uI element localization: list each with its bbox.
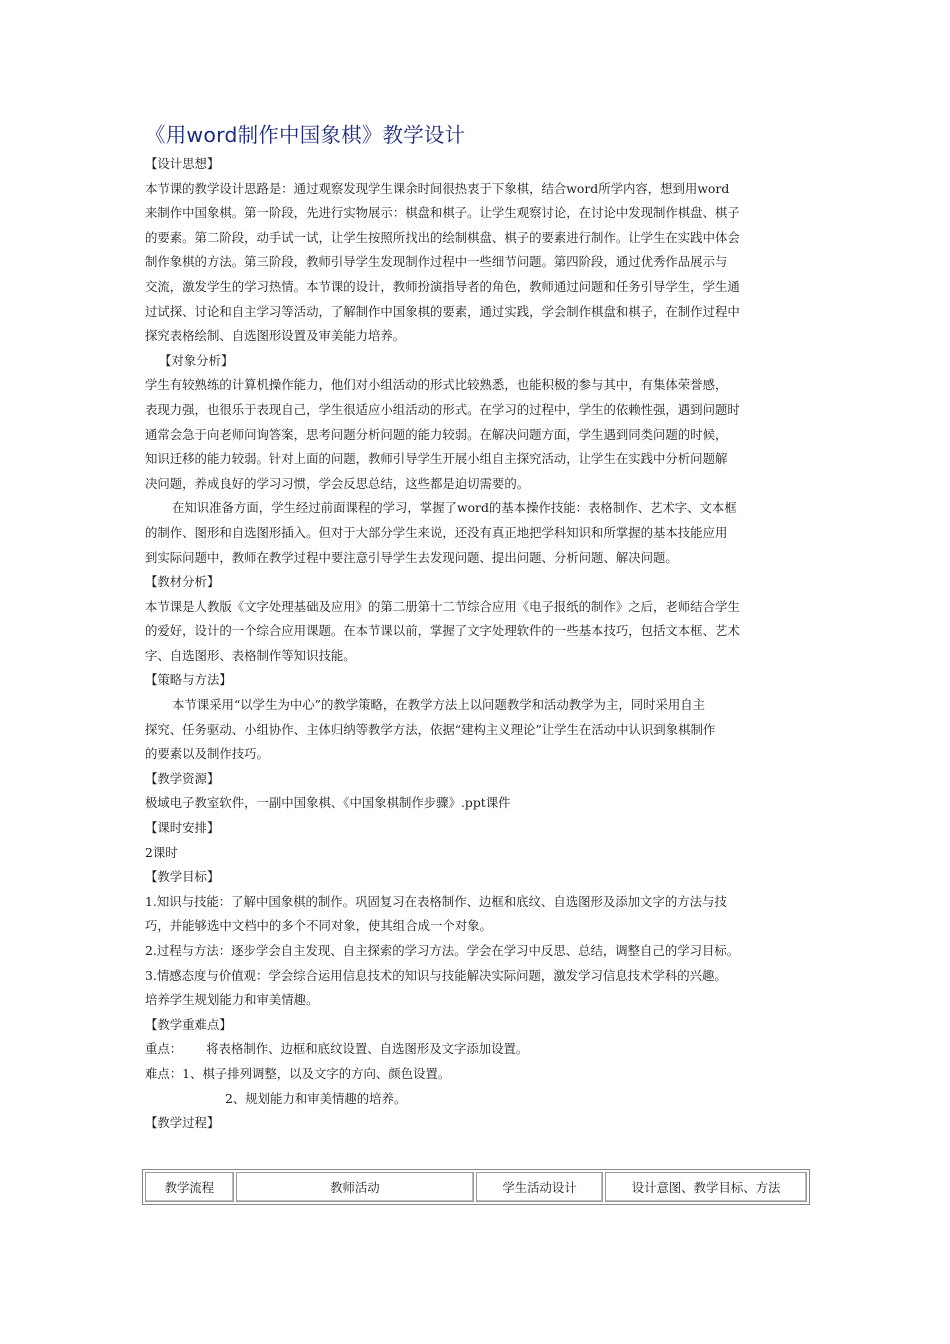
process-table	[142, 1169, 810, 1205]
text-line: 字、自选图形、表格制作等知识技能。	[145, 647, 356, 663]
text-line: 1.知识与技能：了解中国象棋的制作。巩固复习在表格制作、边框和底纹、自选图形及添加文字的方法与技	[145, 893, 727, 909]
text-line: 2.过程与方法：逐步学会自主发现、自主探索的学习方法。学会在学习中反思、总结，调整自己的学习目标。	[145, 943, 740, 958]
text-line: 学生有较熟练的计算机操作能力，他们对小组活动的形式比较熟悉，也能积极的参与其中，有集体荣誉感，	[145, 377, 728, 393]
key-point-line	[145, 1037, 809, 1062]
heading-object-analysis: 【对象分析】	[159, 352, 234, 368]
heading-key-points: 【教学重难点】	[145, 1016, 232, 1032]
heading-strategy: 【策略与方法】	[145, 672, 232, 688]
text-line: 培养学生规划能力和审美情趣。	[145, 992, 319, 1008]
table-header-cell: 教学流程	[145, 1172, 234, 1202]
text-line: 本节课是人教版《文字处理基础及应用》的第二册第十二节综合应用《电子报纸的制作》之后，老师结合学生	[145, 598, 740, 614]
text-line: 探究、任务驱动、小组协作、主体归纳等教学方法，依据“建构主义理论”让学生在活动中认识到象棋制作	[145, 721, 716, 737]
text-line: 知识迁移的能力较弱。针对上面的问题，教师引导学生开展小组自主探究活动，让学生在实践中分析问题解	[145, 451, 728, 467]
text-line: 过试探、讨论和自主学习等活动，了解制作中国象棋的要素，通过实践，学会制作棋盘和棋子，在制作过程中	[145, 303, 740, 319]
text-line: 的要素以及制作技巧。	[145, 746, 269, 762]
text-line: 难点：1、棋子排列调整，以及文字的方向、颜色设置。	[145, 1065, 451, 1081]
text-line: 2课时	[145, 844, 178, 860]
heading-process: 【教学过程】	[145, 1115, 220, 1131]
text-line: 决问题，养成良好的学习习惯，学会反思总结，这些都是迫切需要的。	[145, 475, 530, 491]
text-line: 的制作、图形和自选图形插入。但对于大部分学生来说，还没有真正地把学科知识和所掌握的基本技能应用	[145, 524, 728, 540]
document-page	[145, 118, 809, 1136]
text-line: 的爱好，设计的一个综合应用课题。在本节课以前，掌握了文字处理软件的一些基本技巧，包括文本框、艺术	[145, 623, 740, 639]
text-line: 表现力强，也很乐于表现自己，学生很适应小组活动的形式。在学习的过程中，学生的依赖性强，遇到问题时	[145, 401, 740, 417]
heading-textbook-analysis: 【教材分析】	[145, 574, 220, 590]
heading-resources: 【教学资源】	[145, 770, 220, 786]
heading-design-idea: 【设计思想】	[145, 156, 220, 171]
text-line: 2、规划能力和审美情趣的培养。	[225, 1090, 407, 1106]
text-line: 的要素。第二阶段，动手试一试，让学生按照所找出的绘制棋盘、棋子的要素进行制作。让学生在实践中体会	[145, 229, 740, 245]
text-line: 巧，并能够选中文档中的多个不同对象，使其组合成一个对象。	[145, 918, 492, 934]
text-line: 本节课的教学设计思路是：通过观察发现学生课余时间很热衷于下象棋，结合word所学内容，想到用word	[145, 180, 730, 196]
heading-objectives: 【教学目标】	[145, 869, 220, 885]
text-line: 来制作中国象棋。第一阶段，先进行实物展示：棋盘和棋子。让学生观察讨论，在讨论中发现制作棋盘、棋子	[145, 205, 740, 221]
text-line: 3.情感态度与价值观：学会综合运用信息技术的知识与技能解决实际问题，激发学习信息技术学科的兴趣。	[145, 967, 727, 983]
text-line: 极域电子教室软件，一副中国象棋、《中国象棋制作步骤》.ppt课件	[145, 795, 511, 811]
text-line: 在知识准备方面，学生经过前面课程的学习，掌握了word的基本操作技能：表格制作、艺术字、文本框	[172, 500, 737, 516]
text-line: 制作象棋的方法。第三阶段，教师引导学生发现制作过程中一些细节问题。第四阶段，通过优秀作品展示与	[145, 254, 728, 270]
table-header-cell: 学生活动设计	[476, 1172, 603, 1202]
table-header-cell: 设计意图、教学目标、方法	[605, 1172, 807, 1202]
text-line: 到实际问题中，教师在教学过程中要注意引导学生去发现问题、提出问题、分析问题、解决问题。	[145, 549, 678, 565]
text-line: 通常会急于向老师问询答案，思考问题分析问题的能力较弱。在解决问题方面，学生遇到同类问题的时候，	[145, 426, 728, 442]
text-line: 本节课采用“以学生为中心”的教学策略，在教学方法上以问题教学和活动教学为主，同时采用自主	[172, 697, 706, 713]
heading-schedule: 【课时安排】	[145, 820, 220, 836]
key-point-label: 重点：	[145, 1041, 183, 1057]
text-line: 交流，激发学生的学习热情。本节课的设计，教师扮演指导者的角色，教师通过问题和任务引导学生，学生通	[145, 278, 740, 294]
key-point-text: 将表格制作、边框和底纹设置、自选图形及文字添加设置。	[206, 1041, 529, 1057]
table-header-row	[145, 1172, 807, 1202]
document-title: 《用word制作中国象棋》教学设计	[145, 123, 466, 147]
table-header-cell: 教师活动	[236, 1172, 474, 1202]
text-line: 探究表格绘制、自选图形设置及审美能力培养。	[145, 328, 406, 344]
